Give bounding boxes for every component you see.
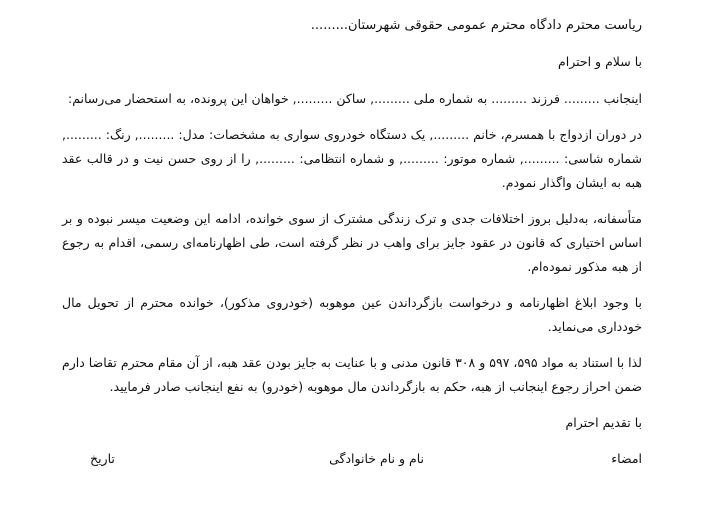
date-label: تاریخ [90,451,115,466]
body-paragraph-refusal: با وجود ابلاغ اظهارنامه و درخواست بازگرداندن عین موهوبه (خودروی مذکور)، خوانده محترم از تحویل مال خودداری می‌نماید. [62,295,642,334]
signature-block [62,447,642,471]
body-paragraph-gift: در دوران ازدواج با همسرم، خانم ........., یک دستگاه خودروی سواری به مشخصات: مدل: ........., رنگ: ........., شماره شاسی: ........., شماره موتور: ........., و شماره انتظامی: ........., را از روی حسن نیت و در قالب عقد هبه به ایشان واگذار نمودم. [62,127,642,190]
document-title: ریاست محترم دادگاه محترم عمومی حقوقی شهرستان......... [310,18,642,33]
closing: با تقدیم احترام [565,415,642,430]
greeting: با سلام و احترام [558,54,642,69]
signature-label: امضاء [611,451,642,466]
body-paragraph-revocation: متأسفانه، به‌دلیل بروز اختلافات جدی و ترک زندگی مشترک از سوی خوانده، ادامه این وضعیت میسر نبوده و بر اساس اختیاری که قانون در عقود جایز برای واهب در نظر گرفته است، طی اظهارنامه‌ای رسمی، اقدام به رجوع از هبه مذکور نموده‌ام. [62,211,642,274]
full-name-label: نام و نام خانوادگی [329,451,424,466]
body-paragraph-request: لذا با استناد به مواد ۵۹۵، ۵۹۷ و ۳۰۸ قانون مدنی و با عنایت به جایز بودن عقد هبه، از آن مقام محترم تقاضا دارم ضمن احراز رجوع اینجانب از هبه، حکم به بازگرداندن مال موهوبه (خودرو) به نفع اینجانب صادر فرمایید. [62,355,642,394]
intro-paragraph: اینجانب ......... فرزند ......... به شماره ملی ........., ساکن ........., خواهان این پرونده، به استحضار می‌رسانم: [67,91,642,106]
